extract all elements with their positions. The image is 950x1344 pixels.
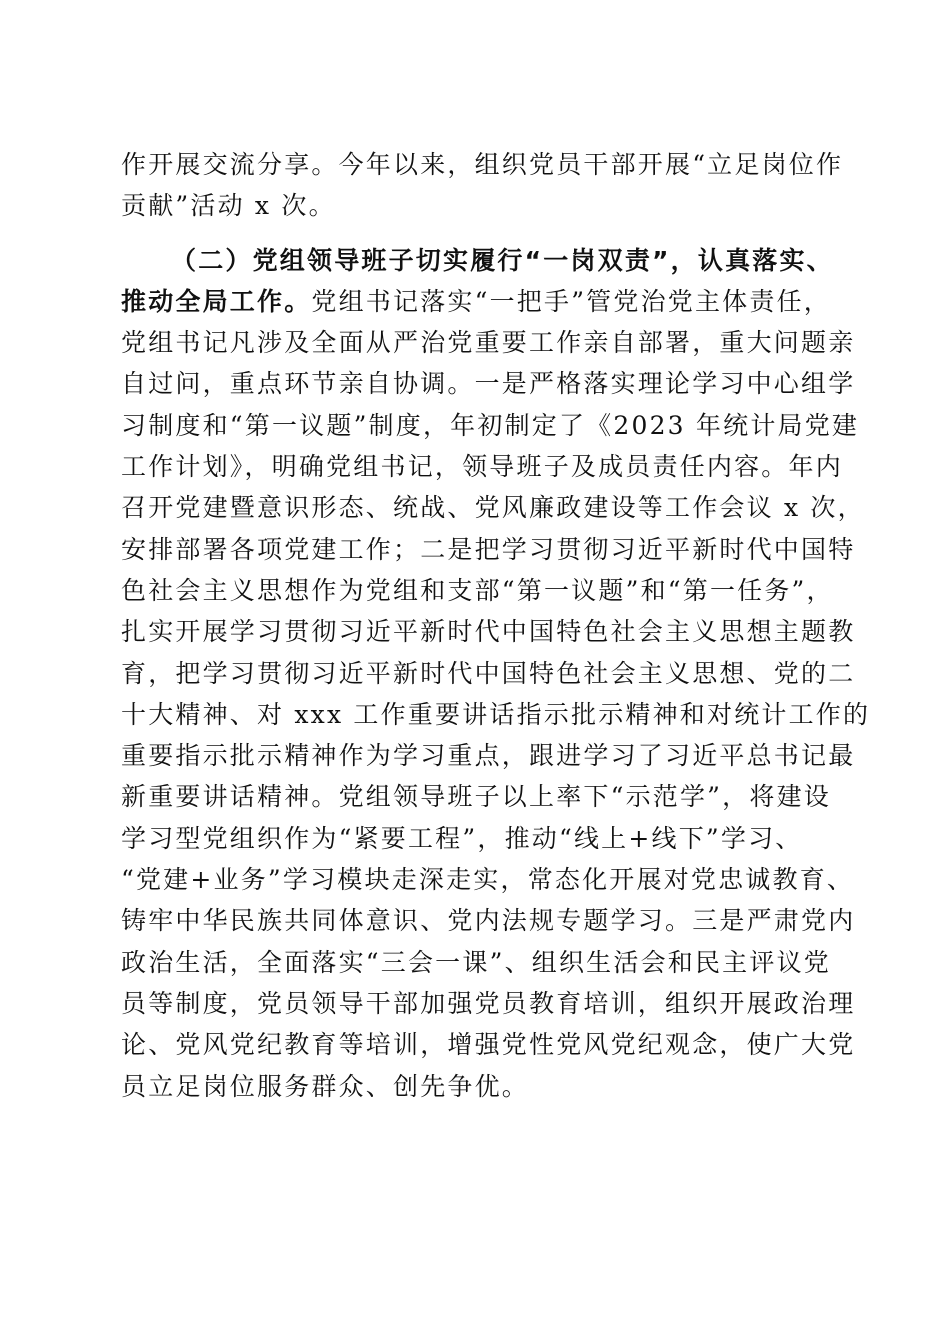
paragraph-line-inline: 党组书记落实“一把手”管党治党主体责任，: [311, 286, 831, 316]
paragraph-line: 铸牢中华民族共同体意识、党内法规专题学习。三是严肃党内: [121, 906, 856, 936]
paragraph-line: 学习型党组织作为“紧要工程”，推动“线上+线下”学习、: [121, 823, 803, 853]
paragraph-line: 员立足岗位服务群众、创先争优。: [121, 1071, 530, 1101]
paragraph-line: “党建+业务”学习模块走深走实，常态化开展对党忠诚教育、: [121, 865, 855, 895]
paragraph-gap: [121, 227, 831, 240]
paragraph-line: 工作计划》，明确党组书记，领导班子及成员责任内容。年内: [121, 452, 843, 482]
paragraph-line: 色社会主义思想作为党组和支部“第一议题”和“第一任务”，: [121, 575, 834, 605]
body-text: [121, 144, 871, 1107]
heading-continuation-line: [121, 281, 831, 322]
paragraph-line: 作开展交流分享。今年以来，组织党员干部开展“立足岗位作: [121, 150, 844, 179]
paragraph-line: 论、党风党纪教育等培训，增强党性党风党纪观念，使广大党: [121, 1030, 856, 1060]
paragraph-line: 自过问，重点环节亲自协调。一是严格落实理论学习中心组学: [121, 369, 856, 399]
paragraph-line: 十大精神、对 xxx 工作重要讲话指示批示精神和对统计工作的: [121, 699, 871, 729]
section-heading: （二）党组领导班子切实履行“一岗双责”，认真落实、: [171, 245, 834, 275]
section-heading-end: 推动全局工作。: [121, 286, 312, 316]
paragraph-line: 重要指示批示精神作为学习重点，跟进学习了习近平总书记最: [121, 741, 856, 771]
paragraph-line: 扎实开展学习贯彻习近平新时代中国特色社会主义思想主题教: [121, 617, 856, 647]
paragraph-line: 贡献”活动 x 次。: [121, 191, 336, 221]
paragraph-line: 政治生活，全面落实“三会一课”、组织生活会和民主评议党: [121, 947, 831, 977]
paragraph-line: 员等制度，党员领导干部加强党员教育培训，组织开展政治理: [121, 988, 856, 1018]
paragraph-line: 安排部署各项党建工作；二是把学习贯彻习近平新时代中国特: [121, 534, 856, 564]
paragraph-line: 党组书记凡涉及全面从严治党重要工作亲自部署，重大问题亲: [121, 328, 856, 358]
paragraph-line: 习制度和“第一议题”制度，年初制定了《2023 年统计局党建: [121, 410, 860, 440]
paragraph-line: 新重要讲话精神。党组领导班子以上率下“示范学”，将建设: [121, 782, 831, 812]
paragraph-line: 召开党建暨意识形态、统战、党风廉政建设等工作会议 x 次，: [121, 493, 865, 523]
paragraph-line: 育，把学习贯彻习近平新时代中国特色社会主义思想、党的二: [121, 658, 856, 688]
